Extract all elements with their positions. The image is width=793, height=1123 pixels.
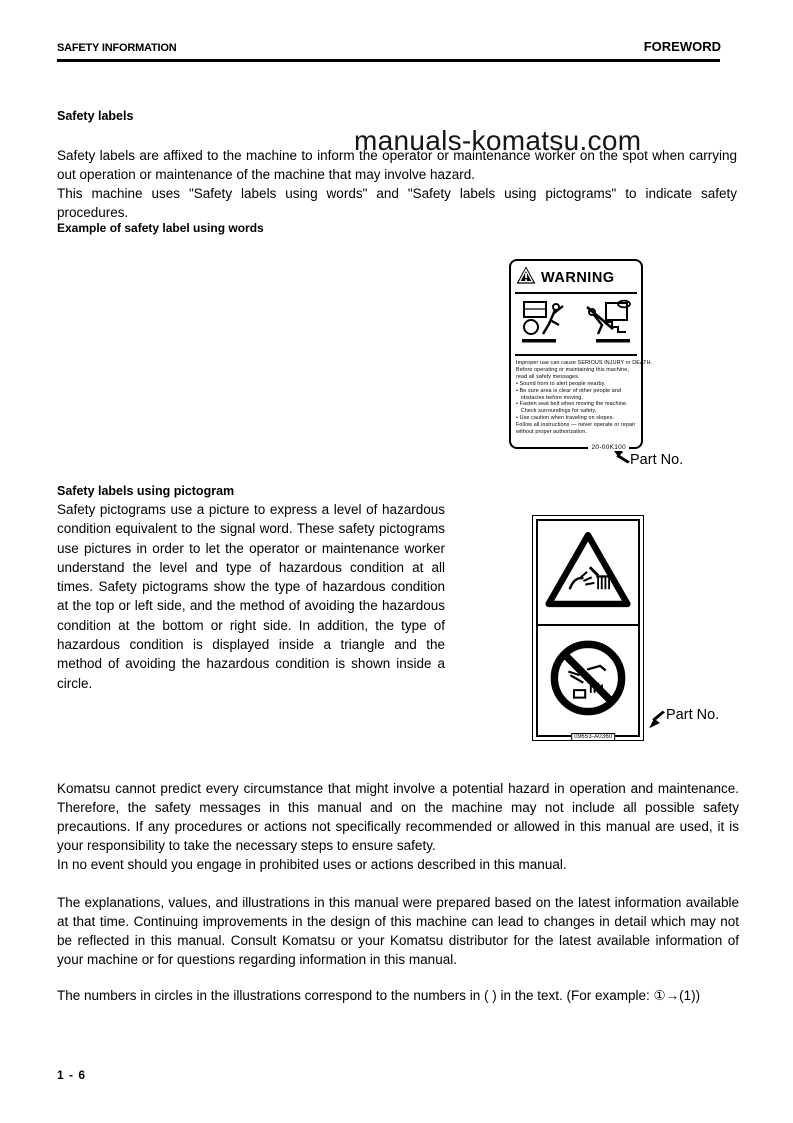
page-number: 1 - 6 xyxy=(57,1068,87,1082)
cut-hazard-triangle-pictogram xyxy=(544,530,632,615)
header-chapter-label: FOREWORD xyxy=(643,39,721,54)
paragraph: In no event should you engage in prohibited uses or actions described in this manual. xyxy=(57,857,567,872)
warning-banner-text: WARNING xyxy=(541,269,615,286)
part-no-caption: Part No. xyxy=(666,707,720,723)
pictogram-label xyxy=(532,515,644,741)
hazard-triangle-cell xyxy=(538,521,638,626)
fine-print-line: read all safety messages. xyxy=(516,373,580,380)
intro-paragraphs xyxy=(57,146,737,222)
pictogram-paragraph: Safety pictograms use a picture to express a level of hazardous condition equivalent to the signal word. These safety pictograms use pictures in order to let the operator or maintenance worker understand the level and type of hazardous condition at all times. Safety pictograms show the type of hazardous condition at the top or left side, and the method of avoiding the hazardous condition at the bottom or right side. In addition, the type of hazardous condition is displayed inside a triangle and the method of avoiding the hazardous condition is shown inside a circle. xyxy=(57,502,445,691)
fine-print-line: • Be sure area is clear of other people and xyxy=(516,387,622,394)
part-no-caption: Part No. xyxy=(630,452,684,468)
closing-paragraphs-3 xyxy=(57,986,757,1005)
header-section-label: SAFETY INFORMATION xyxy=(57,42,177,54)
prohibition-circle-pictogram xyxy=(546,636,630,725)
fine-print-line: Follow all instructions — never operate or repair xyxy=(516,422,636,429)
fine-print-line: • Fasten seat belt when moving the machine. xyxy=(516,401,628,408)
crush-hazard-pictogram xyxy=(580,298,634,351)
fine-print-line: • Use caution when traveling on slopes. xyxy=(516,415,615,422)
pictogram-label-frame xyxy=(536,519,640,740)
fine-print-line: • Sound horn to alert people nearby. xyxy=(516,380,606,387)
warning-banner xyxy=(515,264,637,294)
tipover-hazard-pictogram xyxy=(518,298,574,351)
label-part-code: 09653-A0360 xyxy=(571,733,615,741)
closing-paragraphs-2 xyxy=(57,893,739,969)
fine-print-line: Improper use can cause SERIOUS INJURY or DEATH. xyxy=(516,360,653,366)
prohibition-cell xyxy=(538,626,638,735)
site-watermark: manuals-komatsu.com xyxy=(354,125,642,156)
section-title-example-words: Example of safety label using words xyxy=(57,221,264,235)
label-part-code: 20-00K100 xyxy=(588,444,629,451)
section-title-pictogram: Safety labels using pictogram xyxy=(57,484,235,498)
paragraph: This machine uses "Safety labels using words" and "Safety labels using pictograms" to indicate safety procedures. xyxy=(57,186,737,220)
paragraph: Komatsu cannot predict every circumstance that might involve a potential hazard in operation and maintenance. Therefore, the safety messages in this manual and on the machine may not include all possible safety precautions. If any procedures or actions not specifically recommended or allowed in this manual are used, it is your responsibility to take the necessary steps to ensure safety. xyxy=(57,781,739,853)
paragraph: The numbers in circles in the illustrations correspond to the numbers in ( ) in the text. (For example: ①→(1)) xyxy=(57,988,701,1003)
header-rule xyxy=(57,59,720,62)
paragraph: The explanations, values, and illustrations in this manual were prepared based on the latest information available at that time. Continuing improvements in the design of this machine can lead to changes in detail which may not be reflected in this manual. Consult Komatsu or your Komatsu distributor for the latest available information of your machine or for questions regarding information in this manual. xyxy=(57,895,739,967)
warning-label-words xyxy=(509,259,653,451)
paragraph: Safety labels are affixed to the machine to inform the operator or maintenance worker on the spot when carrying out operation or maintenance of the machine that may involve hazard. xyxy=(57,148,737,182)
section-title-safety-labels: Safety labels xyxy=(57,109,134,123)
part-no-arrow-icon xyxy=(647,711,668,733)
hazard-pictogram-row xyxy=(515,294,637,356)
fine-print-line: without proper authorization. xyxy=(516,429,587,436)
warning-fine-print xyxy=(515,356,653,436)
closing-paragraphs-1 xyxy=(57,779,739,874)
warning-triangle-icon xyxy=(516,266,536,289)
fine-print-line: Before operating or maintaining this machine, xyxy=(516,366,629,373)
fine-print-line: Check surroundings for safety. xyxy=(516,408,597,415)
fine-print-line: obstacles before moving. xyxy=(516,394,584,401)
